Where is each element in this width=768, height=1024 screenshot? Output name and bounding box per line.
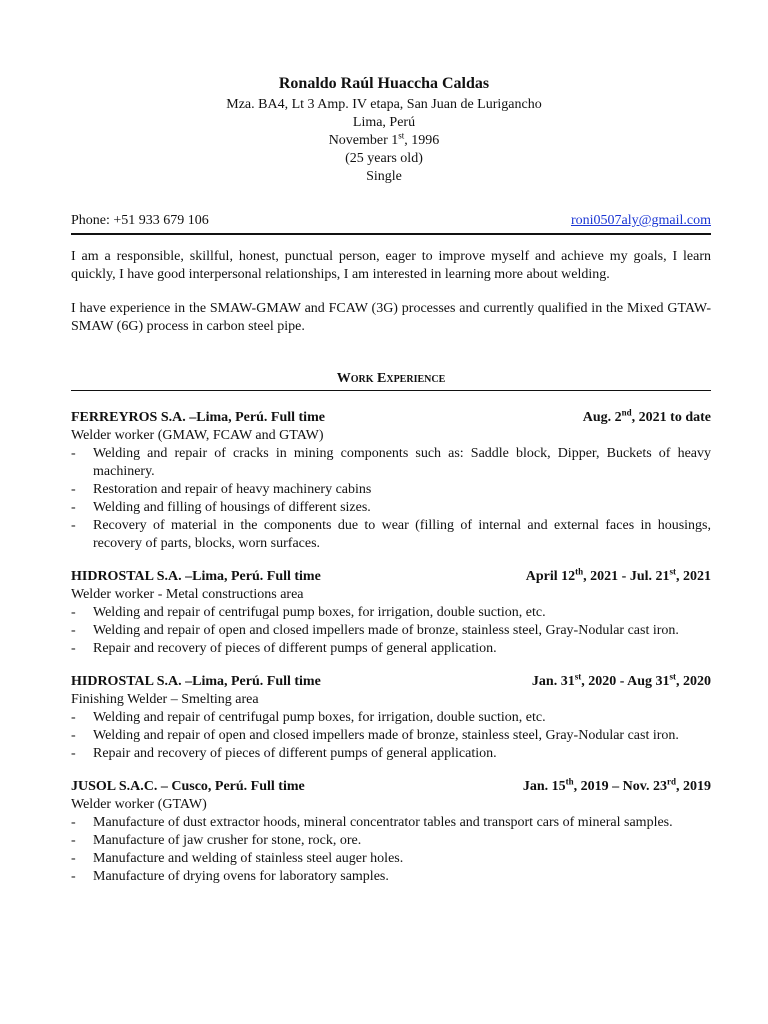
job-header [71,568,711,586]
duty-item: - Welding and filling of housings of different sizes. [71,499,711,517]
job-header [71,673,711,691]
duty-item: - Recovery of material in the components due to wear (filling of internal and external faces in housings, recovery of parts, blocks, worn surfaces. [71,517,711,553]
email-link[interactable]: roni0507aly@gmail.com [570,213,711,228]
date-ordinal: st [574,671,582,682]
city-line: Lima, Perú [352,115,416,130]
phone-text: Phone: +51 933 679 106 [71,213,209,228]
job-role: Welder worker - Metal constructions area [71,587,304,602]
resume-header [0,74,768,186]
date-ordinal: nd [621,407,632,418]
candidate-name: Ronaldo Raúl Huaccha Caldas [278,75,490,92]
contact-bar [71,212,711,235]
job-entry [71,568,711,658]
job-list [71,409,711,901]
duty-item: - Repair and recovery of pieces of different pumps of general application. [71,745,711,763]
duty-item: - Welding and repair of cracks in mining components such as: Saddle block, Dipper, Buckets of heavy machinery. [71,445,711,481]
duty-item: - Manufacture of drying ovens for laboratory samples. [71,868,711,886]
date-ordinal: rd [667,776,676,787]
birth-ordinal: st [398,130,405,141]
duty-item: - Welding and repair of centrifugal pump boxes, for irrigation, double suction, etc. [71,709,711,727]
date-ordinal: st [669,671,676,682]
duty-item: - Manufacture and welding of stainless steel auger holes. [71,850,711,868]
duty-item: - Manufacture of jaw crusher for stone, rock, ore. [71,832,711,850]
company-name: HIDROSTAL S.A. –Lima, Perú. Full time [71,569,321,584]
duty-list [71,709,711,763]
duty-item: - Manufacture of dust extractor hoods, mineral concentrator tables and transport cars of mineral samples. [71,814,711,832]
job-header [71,778,711,796]
duty-list [71,445,711,553]
profile-summary [71,248,711,352]
marital-status-line: Single [366,169,402,184]
duty-item: - Restoration and repair of heavy machinery cabins [71,481,711,499]
summary-paragraph: I have experience in the SMAW-GMAW and FCAW (3G) processes and currently qualified in the Mixed GTAW-SMAW (6G) process in carbon steel pipe. [71,301,711,334]
job-role: Welder worker (GTAW) [71,797,207,812]
duty-list [71,814,711,886]
job-dates: April 12th, 2021 - Jul. 21st, 2021 [525,566,711,584]
job-dates: Jan. 15th, 2019 – Nov. 23rd, 2019 [522,776,711,794]
job-entry [71,409,711,553]
summary-paragraph: I am a responsible, skillful, honest, punctual person, eager to improve myself and achieve my goals, I learn quickly, I have good interpersonal relationships, I am interested in learning more about welding. [71,249,711,282]
job-role: Welder worker (GMAW, FCAW and GTAW) [71,428,324,443]
age-line: (25 years old) [345,151,423,166]
date-ordinal: th [575,566,584,577]
section-heading-work-experience: Work Experience [71,370,711,391]
job-role: Finishing Welder – Smelting area [71,692,259,707]
duty-item: - Repair and recovery of pieces of different pumps of general application. [71,640,711,658]
duty-item: - Welding and repair of centrifugal pump boxes, for irrigation, double suction, etc. [71,604,711,622]
address-line: Mza. BA4, Lt 3 Amp. IV etapa, San Juan de Lurigancho [226,97,542,112]
birth-date-line [0,132,768,150]
job-entry [71,778,711,886]
job-dates: Jan. 31st, 2020 - Aug 31st, 2020 [531,671,711,689]
duty-list [71,604,711,658]
job-entry [71,673,711,763]
company-name: HIDROSTAL S.A. –Lima, Perú. Full time [71,674,321,689]
job-dates: Aug. 2nd, 2021 to date [582,407,711,425]
birth-month-day: November 1 [328,133,399,148]
birth-year: , 1996 [404,133,440,148]
date-ordinal: st [669,566,676,577]
company-name: JUSOL S.A.C. – Cusco, Perú. Full time [71,779,305,794]
company-name: FERREYROS S.A. –Lima, Perú. Full time [71,410,325,425]
job-header [71,409,711,427]
duty-item: - Welding and repair of open and closed impellers made of bronze, stainless steel, Gray-Nodular cast iron. [71,727,711,745]
date-ordinal: th [565,776,574,787]
duty-item: - Welding and repair of open and closed impellers made of bronze, stainless steel, Gray-Nodular cast iron. [71,622,711,640]
